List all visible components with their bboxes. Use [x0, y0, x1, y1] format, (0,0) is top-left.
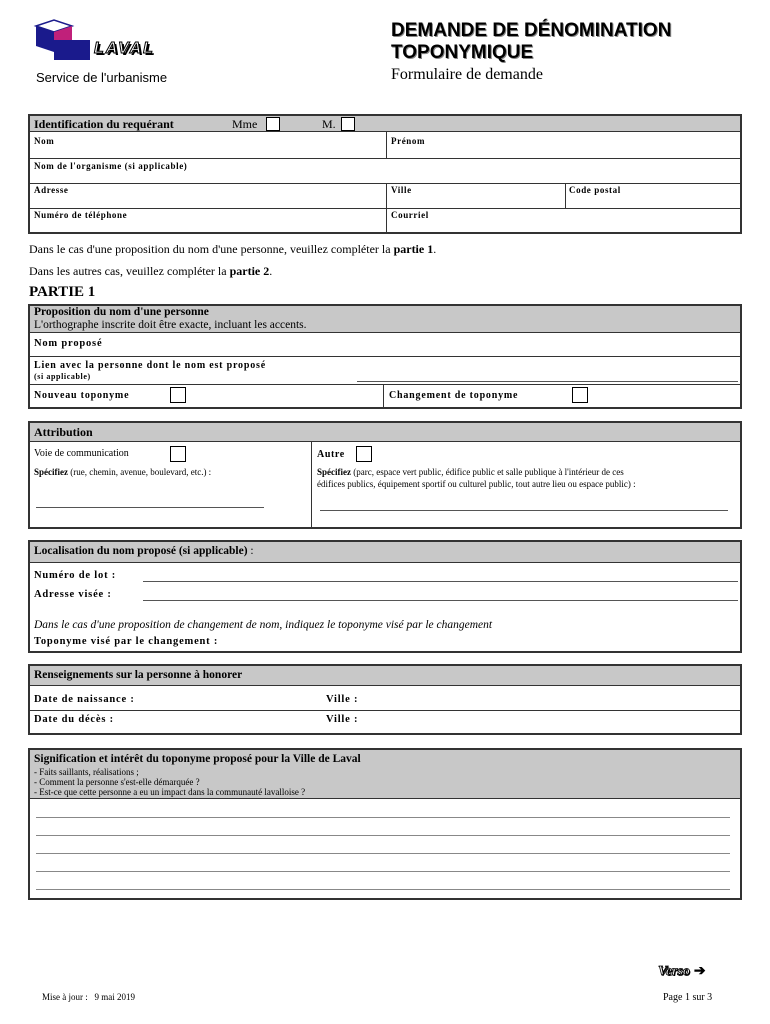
mme-label: Mme	[232, 117, 258, 131]
autre-checkbox[interactable]	[356, 446, 372, 462]
signification-item-3: - Est-ce que cette personne a eu un impact dans la communauté lavalloise ?	[34, 787, 306, 797]
ville-naissance-label: Ville :	[326, 694, 359, 705]
attribution-header	[30, 423, 740, 442]
partie1-heading: PARTIE 1	[29, 284, 96, 300]
ville-deces-label: Ville :	[326, 714, 359, 725]
nom-label: Nom	[34, 136, 55, 146]
lien-input[interactable]	[357, 381, 738, 382]
si-applicable-label: (si applicable)	[34, 372, 91, 381]
voie-input[interactable]	[36, 507, 264, 508]
autre-label: Autre	[317, 449, 345, 460]
signification-title: Signification et intérêt du toponyme proposé pour la Ville de Laval	[34, 753, 361, 765]
adresse-label: Adresse	[34, 185, 69, 195]
changement-toponyme-label: Changement de toponyme	[389, 390, 519, 401]
deces-label: Date du décès :	[34, 714, 114, 725]
signification-line-1[interactable]	[36, 817, 730, 818]
ville-label: Ville	[391, 185, 412, 195]
signification-line-3[interactable]	[36, 853, 730, 854]
page-number: Page 1 sur 3	[663, 992, 713, 1003]
logo-text: LAVAL	[94, 40, 155, 57]
specifiez-voie: Spécifiez (rue, chemin, avenue, boulevard, etc.) :	[34, 467, 212, 477]
adresse-visee-input[interactable]	[143, 600, 738, 601]
courriel-label: Courriel	[391, 210, 429, 220]
toponyme-vise-label: Toponyme visé par le changement :	[34, 636, 219, 647]
telephone-label: Numéro de téléphone	[34, 210, 128, 220]
naissance-label: Date de naissance :	[34, 694, 135, 705]
prenom-label: Prénom	[391, 136, 426, 146]
specifiez-autre-l1: Spécifiez (parc, espace vert public, édifice public et salle publique à l'intérieur de ces	[317, 467, 624, 477]
verso-link[interactable]: Verso ➔	[658, 964, 706, 979]
changement-toponyme-checkbox[interactable]	[572, 387, 588, 403]
arrow-right-icon: ➔	[693, 964, 706, 979]
form-subtitle: Formulaire de demande	[391, 66, 543, 83]
attribution-title: Attribution	[34, 425, 93, 439]
nom-propose-label: Nom proposé	[34, 338, 103, 349]
signification-line-2[interactable]	[36, 835, 730, 836]
laval-logo	[32, 18, 172, 64]
mme-checkbox[interactable]	[266, 117, 280, 131]
localisation-title: Localisation du nom proposé (si applicable) :	[34, 545, 254, 557]
form-title-line2: TOPONYMIQUE	[391, 42, 534, 63]
signification-line-4[interactable]	[36, 871, 730, 872]
partie1-ref: partie 1	[393, 242, 434, 256]
renseignements-title: Renseignements sur la personne à honorer	[34, 669, 243, 681]
proposition-title: Proposition du nom d'une personne	[34, 306, 209, 318]
identification-section	[28, 114, 742, 234]
code-postal-label: Code postal	[569, 185, 621, 195]
m-checkbox[interactable]	[341, 117, 355, 131]
adresse-visee-label: Adresse visée :	[34, 589, 112, 600]
signification-line-5[interactable]	[36, 889, 730, 890]
proposition-note: L'orthographe inscrite doit être exacte, incluant les accents.	[34, 319, 307, 331]
signification-item-1: - Faits saillants, réalisations ;	[34, 767, 139, 777]
nouveau-toponyme-label: Nouveau toponyme	[34, 390, 130, 401]
lien-label: Lien avec la personne dont le nom est proposé	[34, 360, 266, 371]
update-date: Mise à jour : 9 mai 2019	[42, 992, 135, 1002]
m-label: M.	[322, 117, 336, 131]
form-title-line1: DEMANDE DE DÉNOMINATION	[391, 20, 672, 41]
signification-item-2: - Comment la personne s'est-elle démarquée ?	[34, 777, 200, 787]
organisme-label: Nom de l'organisme (si applicable)	[34, 161, 188, 171]
voie-checkbox[interactable]	[170, 446, 186, 462]
instruction-line1: Dans le cas d'une proposition du nom d'une personne, veuillez compléter la partie 1.	[29, 242, 437, 256]
specifiez-autre-l2: édifices publics, équipement sportif ou culturel public, tout autre lieu ou espace public) :	[317, 479, 636, 489]
voie-label: Voie de communication	[34, 448, 129, 459]
instruction-line2: Dans les autres cas, veuillez compléter la partie 2.	[29, 264, 273, 278]
lot-input[interactable]	[143, 581, 738, 582]
partie2-ref: partie 2	[229, 264, 270, 278]
identification-title: Identification du requérant	[34, 117, 174, 131]
lot-label: Numéro de lot :	[34, 570, 117, 581]
nouveau-toponyme-checkbox[interactable]	[170, 387, 186, 403]
localisation-note: Dans le cas d'une proposition de changement de nom, indiquez le toponyme visé par le changement	[34, 619, 493, 631]
autre-input[interactable]	[320, 510, 728, 511]
department-name: Service de l'urbanisme	[36, 70, 168, 85]
